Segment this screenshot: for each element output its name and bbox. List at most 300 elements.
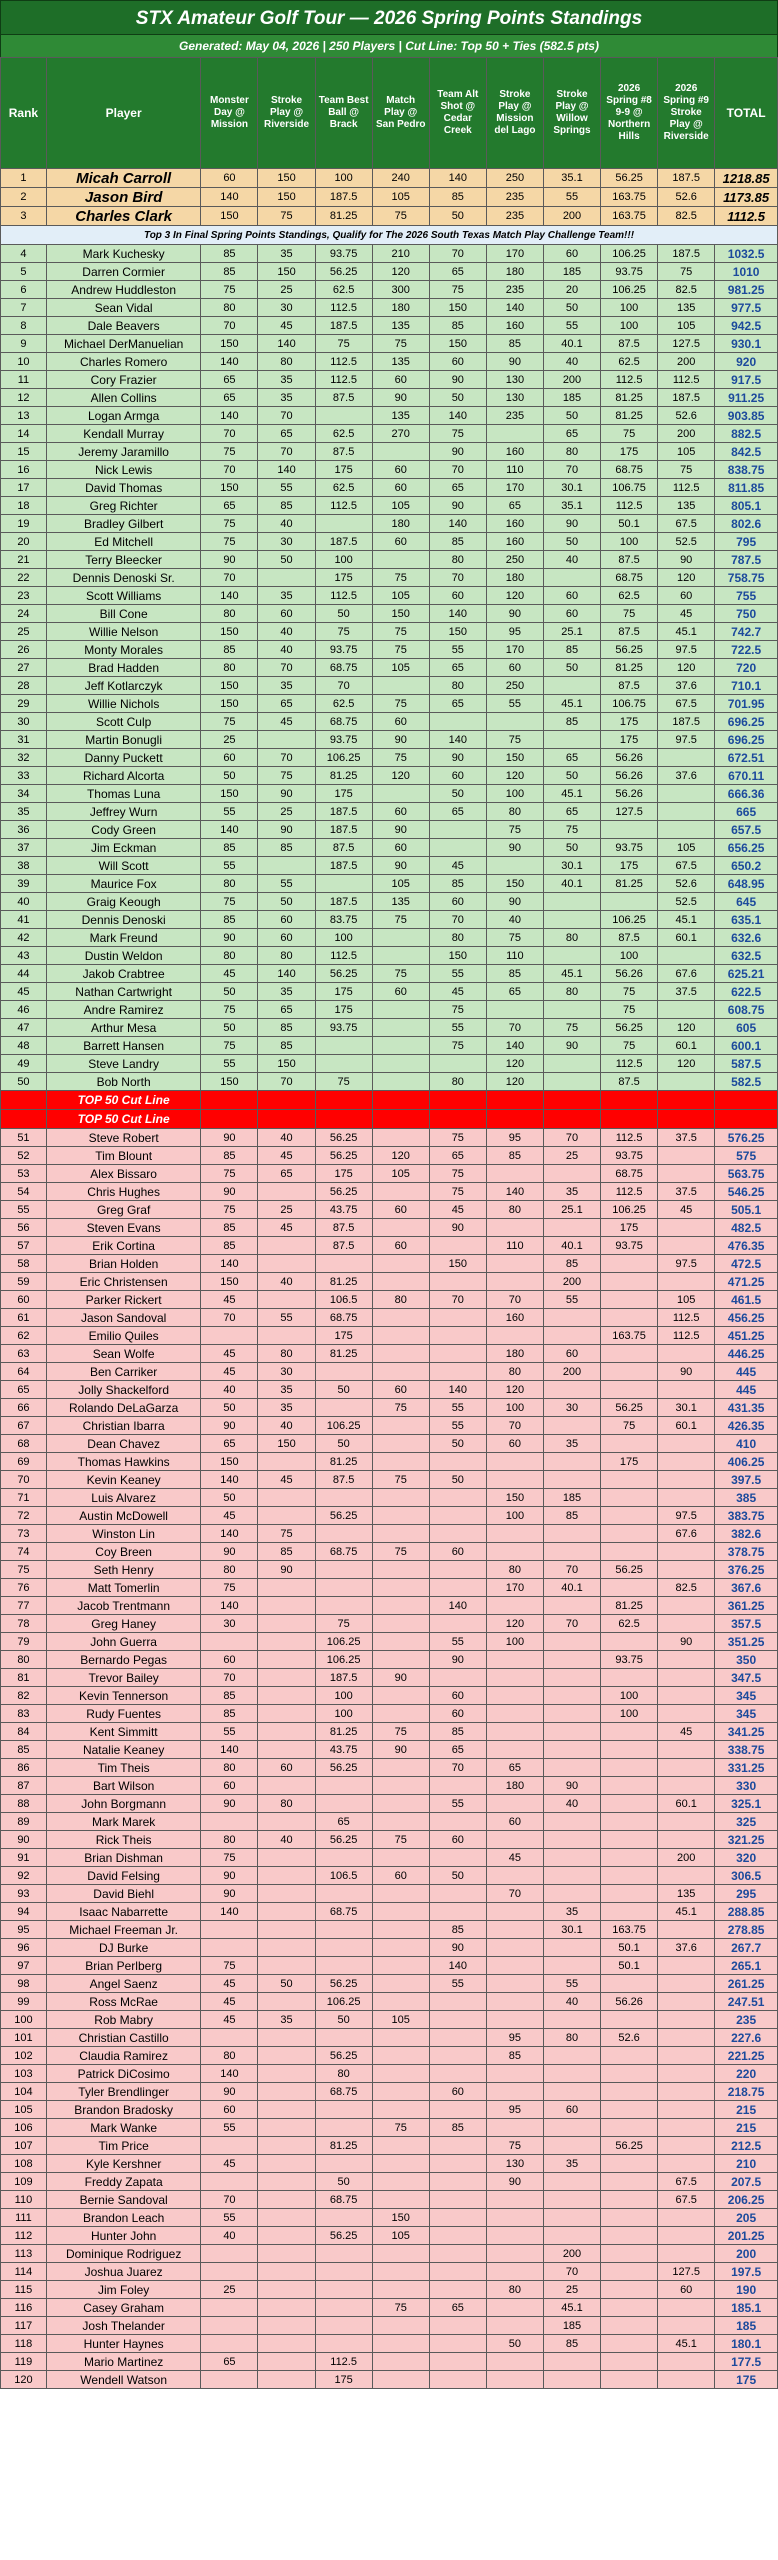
event-points-cell: 150 [258,169,315,188]
event-points-cell: 150 [486,875,543,893]
event-points-cell [372,1903,429,1921]
event-points-cell: 60 [201,2101,258,2119]
event-points-cell [429,1669,486,1687]
event-points-cell: 90 [201,1885,258,1903]
event-points-cell: 135 [372,317,429,335]
event-points-cell: 90 [201,2083,258,2101]
event-points-cell: 75 [601,605,658,623]
event-points-cell: 75 [372,623,429,641]
event-points-cell [658,1615,715,1633]
player-name-cell: Steven Evans [46,1219,201,1237]
event-points-cell: 97.5 [658,731,715,749]
event-points-cell: 150 [429,1255,486,1273]
event-points-cell: 140 [429,1957,486,1975]
player-name-cell: Jeff Kotlarczyk [46,677,201,695]
player-name-cell: Scott Williams [46,587,201,605]
event-points-cell: 50 [315,1381,372,1399]
event-points-cell: 30.1 [543,479,600,497]
event-points-cell: 150 [258,188,315,207]
total-points-cell: 397.5 [715,1471,778,1489]
event-points-cell: 105 [658,839,715,857]
event-points-cell: 75 [258,1525,315,1543]
event-points-cell: 75 [429,425,486,443]
rank-cell: 72 [1,1507,47,1525]
total-points-cell: 575 [715,1147,778,1165]
event-points-cell: 87.5 [315,1219,372,1237]
event-points-cell: 85 [543,1255,600,1273]
rank-cell: 73 [1,1525,47,1543]
page-subtitle: Generated: May 04, 2026 | 250 Players | Cut Line: Top 50 + Ties (582.5 pts) [0,35,778,57]
event-points-cell: 35 [543,1435,600,1453]
event-points-cell: 50 [258,551,315,569]
rank-cell: 105 [1,2101,47,2119]
event-points-cell [429,2065,486,2083]
event-points-cell [429,839,486,857]
total-points-cell: 212.5 [715,2137,778,2155]
total-points-cell: 1173.85 [715,188,778,207]
event-points-cell: 50 [315,2173,372,2191]
event-points-cell: 75 [429,281,486,299]
event-points-cell [601,893,658,911]
table-row [1,731,778,749]
event-points-cell: 60 [486,1435,543,1453]
event-points-cell: 150 [486,749,543,767]
event-points-cell [429,1903,486,1921]
rank-cell: 83 [1,1705,47,1723]
rank-cell: 76 [1,1579,47,1597]
column-header-event: Stroke Play @ Mission del Lago [486,58,543,169]
event-points-cell [658,1147,715,1165]
event-points-cell: 120 [658,569,715,587]
rank-cell: 7 [1,299,47,317]
event-points-cell: 75 [601,425,658,443]
event-points-cell: 187.5 [315,317,372,335]
player-name-cell: Nathan Cartwright [46,983,201,1001]
event-points-cell [601,2191,658,2209]
event-points-cell: 140 [258,461,315,479]
player-name-cell: Steve Landry [46,1055,201,1073]
player-name-cell: Rudy Fuentes [46,1705,201,1723]
event-points-cell [258,1489,315,1507]
event-points-cell: 80 [258,947,315,965]
event-points-cell [429,713,486,731]
event-points-cell [258,1327,315,1345]
event-points-cell: 106.25 [601,281,658,299]
table-row [1,893,778,911]
event-points-cell: 93.75 [601,1237,658,1255]
player-name-cell: Winston Lin [46,1525,201,1543]
player-name-cell: Alex Bissaro [46,1165,201,1183]
total-points-cell: 235 [715,2011,778,2029]
event-points-cell: 80 [201,659,258,677]
event-points-cell [486,2371,543,2389]
player-name-cell: Greg Haney [46,1615,201,1633]
total-points-cell: 325.1 [715,1795,778,1813]
event-points-cell: 56.26 [601,1993,658,2011]
event-points-cell [658,1453,715,1471]
event-points-cell: 105 [372,2227,429,2245]
event-points-cell: 67.5 [658,2173,715,2191]
event-points-cell: 60 [429,353,486,371]
table-row [1,1993,778,2011]
event-points-cell [486,1597,543,1615]
event-points-cell [372,1435,429,1453]
event-points-cell: 112.5 [315,497,372,515]
event-points-cell: 90 [258,1561,315,1579]
event-points-cell: 65 [429,659,486,677]
event-points-cell: 112.5 [315,299,372,317]
event-points-cell: 62.5 [315,281,372,299]
event-points-cell: 45 [201,2155,258,2173]
event-points-cell: 70 [258,443,315,461]
event-points-cell [543,1939,600,1957]
event-points-cell: 85 [429,875,486,893]
cut-line-row [1,1110,778,1129]
event-points-cell [486,1993,543,2011]
event-points-cell: 85 [201,839,258,857]
event-points-cell: 120 [372,1147,429,1165]
event-points-cell: 50 [201,767,258,785]
event-points-cell: 85 [258,1019,315,1037]
event-points-cell [315,1921,372,1939]
event-points-cell [258,2065,315,2083]
event-points-cell: 25.1 [543,1201,600,1219]
event-points-cell: 80 [543,2029,600,2047]
event-points-cell: 75 [372,1399,429,1417]
player-name-cell: Austin McDowell [46,1507,201,1525]
event-points-cell: 65 [429,695,486,713]
event-points-cell: 150 [201,1073,258,1091]
event-points-cell [372,1525,429,1543]
event-points-cell [372,1813,429,1831]
player-name-cell: Graig Keough [46,893,201,911]
event-points-cell [658,1759,715,1777]
total-points-cell: 267.7 [715,1939,778,1957]
total-points-cell: 320 [715,1849,778,1867]
event-points-cell [658,947,715,965]
event-points-cell [601,2047,658,2065]
event-points-cell [372,1129,429,1147]
rank-cell: 87 [1,1777,47,1795]
event-points-cell [601,1741,658,1759]
event-points-cell: 70 [429,245,486,263]
event-points-cell: 75 [372,965,429,983]
table-row [1,1795,778,1813]
event-points-cell: 75 [543,821,600,839]
event-points-cell [258,2191,315,2209]
event-points-cell: 55 [201,1723,258,1741]
table-row [1,1147,778,1165]
event-points-cell: 97.5 [658,1255,715,1273]
table-row [1,188,778,207]
event-points-cell: 40.1 [543,875,600,893]
total-points-cell: 696.25 [715,731,778,749]
event-points-cell [315,1399,372,1417]
event-points-cell: 68.75 [315,2191,372,2209]
event-points-cell: 67.5 [658,515,715,533]
table-row [1,1273,778,1291]
rank-cell: 49 [1,1055,47,1073]
event-points-cell: 75 [372,2119,429,2137]
rank-cell: 66 [1,1399,47,1417]
total-points-cell: 461.5 [715,1291,778,1309]
event-points-cell [258,2335,315,2353]
event-points-cell: 50 [429,785,486,803]
event-points-cell: 60 [429,2083,486,2101]
rank-cell: 50 [1,1073,47,1091]
rank-cell: 68 [1,1435,47,1453]
total-points-cell: 426.35 [715,1417,778,1435]
rank-cell: 120 [1,2371,47,2389]
table-row [1,371,778,389]
event-points-cell: 80 [201,2047,258,2065]
rank-cell: 110 [1,2191,47,2209]
event-points-cell [658,1651,715,1669]
total-points-cell: 431.35 [715,1399,778,1417]
rank-cell: 101 [1,2029,47,2047]
event-points-cell: 160 [486,443,543,461]
event-points-cell: 45 [658,605,715,623]
table-row [1,1921,778,1939]
event-points-cell: 55 [429,1795,486,1813]
table-row [1,1363,778,1381]
cut-line-cell [372,1110,429,1129]
event-points-cell: 90 [372,389,429,407]
event-points-cell: 85 [543,1507,600,1525]
event-points-cell: 55 [429,641,486,659]
event-points-cell [429,2173,486,2191]
event-points-cell: 60 [201,749,258,767]
player-name-cell: Jacob Trentmann [46,1597,201,1615]
event-points-cell [486,1741,543,1759]
event-points-cell: 62.5 [601,353,658,371]
table-row [1,1633,778,1651]
event-points-cell [372,1489,429,1507]
table-row [1,2317,778,2335]
event-points-cell: 90 [429,443,486,461]
player-name-cell: Mark Marek [46,1813,201,1831]
event-points-cell: 65 [429,1147,486,1165]
event-points-cell: 30 [258,1363,315,1381]
event-points-cell: 112.5 [601,497,658,515]
event-points-cell: 50 [429,389,486,407]
event-points-cell: 50 [543,299,600,317]
event-points-cell: 106.25 [315,749,372,767]
event-points-cell: 56.25 [315,263,372,281]
event-points-cell: 112.5 [601,1129,658,1147]
event-points-cell [258,1939,315,1957]
column-header-rank: Rank [1,58,47,169]
event-points-cell: 75 [601,983,658,1001]
event-points-cell: 70 [486,1885,543,1903]
event-points-cell: 180 [486,1345,543,1363]
event-points-cell: 60 [658,2281,715,2299]
event-points-cell [315,1561,372,1579]
event-points-cell [601,1579,658,1597]
event-points-cell [258,1255,315,1273]
event-points-cell [601,1489,658,1507]
player-name-cell: Bernie Sandoval [46,2191,201,2209]
event-points-cell: 120 [372,767,429,785]
cut-line-label: TOP 50 Cut Line [46,1110,201,1129]
player-name-cell: Darren Cormier [46,263,201,281]
event-points-cell: 160 [486,533,543,551]
event-points-cell: 70 [258,1073,315,1091]
event-points-cell: 81.25 [315,1723,372,1741]
table-row [1,245,778,263]
event-points-cell [658,2101,715,2119]
event-points-cell: 90 [486,353,543,371]
event-points-cell [372,2155,429,2173]
event-points-cell: 40 [543,1993,600,2011]
event-points-cell: 85 [201,263,258,281]
player-name-cell: Jakob Crabtree [46,965,201,983]
qualify-note-row [1,226,778,245]
event-points-cell: 45 [201,965,258,983]
player-name-cell: Natalie Keaney [46,1741,201,1759]
event-points-cell [258,1777,315,1795]
total-points-cell: 367.6 [715,1579,778,1597]
event-points-cell: 140 [201,1471,258,1489]
total-points-cell: 247.51 [715,1993,778,2011]
rank-cell: 20 [1,533,47,551]
event-points-cell [486,425,543,443]
rank-cell: 10 [1,353,47,371]
player-name-cell: Bernardo Pegas [46,1651,201,1669]
player-name-cell: Tim Price [46,2137,201,2155]
event-points-cell: 70 [429,461,486,479]
event-points-cell: 235 [486,281,543,299]
event-points-cell: 87.5 [315,389,372,407]
event-points-cell [429,1507,486,1525]
event-points-cell: 120 [658,1055,715,1073]
total-points-cell: 625.21 [715,965,778,983]
total-points-cell: 321.25 [715,1831,778,1849]
total-points-cell: 205 [715,2209,778,2227]
event-points-cell [201,2299,258,2317]
event-points-cell [543,1687,600,1705]
event-points-cell: 187.5 [315,803,372,821]
total-points-cell: 656.25 [715,839,778,857]
table-row [1,839,778,857]
total-points-cell: 382.6 [715,1525,778,1543]
event-points-cell: 75 [486,2137,543,2155]
event-points-cell: 187.5 [315,188,372,207]
event-points-cell [543,2011,600,2029]
event-points-cell: 100 [486,1399,543,1417]
event-points-cell: 45 [658,1201,715,1219]
event-points-cell [315,2209,372,2227]
event-points-cell [601,1795,658,1813]
event-points-cell: 75 [201,1001,258,1019]
rank-cell: 85 [1,1741,47,1759]
event-points-cell: 95 [486,2101,543,2119]
total-points-cell: 218.75 [715,2083,778,2101]
event-points-cell: 85 [258,497,315,515]
rank-cell: 119 [1,2353,47,2371]
event-points-cell: 150 [372,2209,429,2227]
table-row [1,533,778,551]
event-points-cell [601,1525,658,1543]
event-points-cell: 60 [201,169,258,188]
player-name-cell: Ed Mitchell [46,533,201,551]
event-points-cell [601,2335,658,2353]
event-points-cell: 45.1 [658,623,715,641]
event-points-cell: 105 [372,497,429,515]
event-points-cell: 68.75 [315,1309,372,1327]
event-points-cell [201,1813,258,1831]
rank-cell: 103 [1,2065,47,2083]
event-points-cell: 55 [429,1633,486,1651]
event-points-cell: 120 [486,587,543,605]
event-points-cell: 55 [429,1417,486,1435]
event-points-cell: 97.5 [658,1507,715,1525]
event-points-cell [429,2101,486,2119]
event-points-cell [315,875,372,893]
event-points-cell: 25 [201,2281,258,2299]
event-points-cell [658,1669,715,1687]
event-points-cell: 55 [543,1291,600,1309]
event-points-cell [601,2173,658,2191]
event-points-cell [601,1903,658,1921]
event-points-cell [543,947,600,965]
event-points-cell [486,1471,543,1489]
event-points-cell: 130 [486,371,543,389]
table-row [1,2119,778,2137]
rank-cell: 9 [1,335,47,353]
event-points-cell: 81.25 [601,1597,658,1615]
event-points-cell: 50 [429,207,486,226]
event-points-cell [601,2281,658,2299]
event-points-cell [258,2173,315,2191]
event-points-cell: 250 [486,169,543,188]
event-points-cell: 175 [315,983,372,1001]
total-points-cell: 622.5 [715,983,778,1001]
table-row [1,1669,778,1687]
event-points-cell: 60 [372,1867,429,1885]
event-points-cell: 60 [543,587,600,605]
event-points-cell: 150 [429,623,486,641]
event-points-cell [658,1073,715,1091]
rank-cell: 109 [1,2173,47,2191]
event-points-cell: 100 [486,1507,543,1525]
event-points-cell: 60 [486,659,543,677]
event-points-cell: 90 [201,1543,258,1561]
rank-cell: 112 [1,2227,47,2245]
event-points-cell [486,1795,543,1813]
event-points-cell [486,2065,543,2083]
table-row [1,713,778,731]
event-points-cell: 60 [372,803,429,821]
event-points-cell [372,1777,429,1795]
column-header-event: Team Best Ball @ Brack [315,58,372,169]
event-points-cell [658,1273,715,1291]
total-points-cell: 710.1 [715,677,778,695]
event-points-cell [372,1037,429,1055]
total-points-cell: 632.6 [715,929,778,947]
table-row [1,605,778,623]
event-points-cell [372,1759,429,1777]
event-points-cell [543,569,600,587]
table-row [1,1165,778,1183]
event-points-cell: 45 [201,1363,258,1381]
event-points-cell [315,407,372,425]
table-row [1,857,778,875]
event-points-cell: 112.5 [658,371,715,389]
event-points-cell: 87.5 [601,623,658,641]
rank-cell: 43 [1,947,47,965]
event-points-cell: 40.1 [543,335,600,353]
